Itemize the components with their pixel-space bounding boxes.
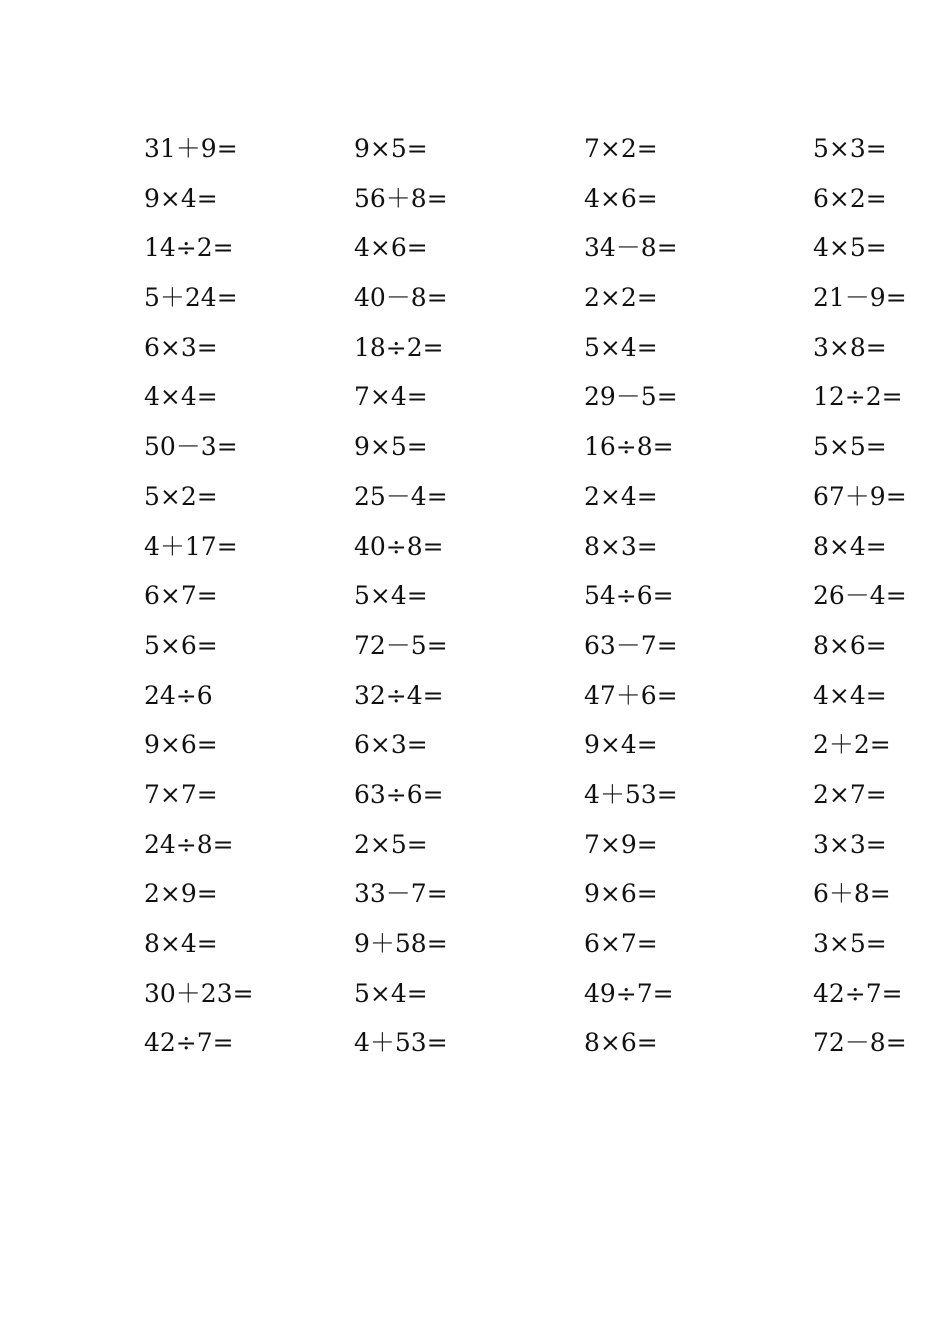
problem: 7×2= [584, 134, 658, 163]
problem: 40－8= [354, 283, 448, 313]
problem: 21－9= [813, 283, 907, 313]
problem: 29－5= [584, 382, 678, 412]
problem: 2＋2= [813, 730, 891, 760]
problem: 5×2= [144, 481, 218, 511]
problem: 25－4= [354, 481, 448, 511]
problem: 5×4= [354, 978, 428, 1008]
problem-row [144, 379, 924, 429]
problem: 9×5= [354, 134, 428, 163]
problem-row [144, 777, 924, 827]
problem: 4×6= [354, 233, 428, 263]
problem-row [144, 976, 924, 1026]
problem-row [144, 727, 924, 777]
problem: 4＋17= [144, 531, 238, 561]
problem: 5×3= [813, 134, 887, 163]
problem: 6×7= [144, 581, 218, 611]
problem: 7×9= [584, 829, 658, 859]
problem: 3×8= [813, 332, 887, 362]
problem-row [144, 926, 924, 976]
problem-row [144, 678, 924, 728]
problem: 2×7= [813, 779, 887, 809]
problem: 63÷6= [354, 779, 444, 809]
problem: 4×6= [584, 183, 658, 213]
problem: 5×4= [354, 581, 428, 611]
problem-row [144, 628, 924, 678]
problem: 67＋9= [813, 481, 907, 511]
problem-row [144, 529, 924, 579]
problem: 2×9= [144, 879, 218, 909]
problem: 5×4= [584, 332, 658, 362]
problem-row [144, 280, 924, 330]
problem: 7×4= [354, 382, 428, 412]
problem: 56＋8= [354, 183, 448, 213]
problem: 40÷8= [354, 531, 444, 561]
problem: 4＋53= [354, 1028, 448, 1058]
problem: 4×4= [144, 382, 218, 412]
problem: 9×6= [144, 730, 218, 760]
problem: 6×3= [354, 730, 428, 760]
problem: 49÷7= [584, 978, 674, 1008]
problem-row [144, 330, 924, 380]
problem: 33－7= [354, 879, 448, 909]
problem: 42÷7= [144, 1028, 234, 1058]
problem: 8×4= [144, 929, 218, 958]
problem-row [144, 429, 924, 479]
problem: 9×4= [144, 183, 218, 213]
problem: 2×2= [584, 283, 658, 313]
problem: 72－5= [354, 630, 448, 660]
problem: 12÷2= [813, 382, 903, 412]
problem: 16÷8= [584, 432, 674, 462]
problem: 34－8= [584, 233, 678, 263]
problem: 8×4= [813, 531, 887, 561]
problem-row [144, 1025, 924, 1075]
problem: 50－3= [144, 432, 238, 462]
problem-row [144, 131, 924, 181]
problem: 54÷6= [584, 581, 674, 611]
problem-row [144, 181, 924, 231]
problem: 3×3= [813, 829, 887, 859]
problem: 2×4= [584, 481, 658, 511]
problem: 6×2= [813, 183, 887, 213]
problem-row [144, 230, 924, 280]
problem-row [144, 578, 924, 628]
problem: 4×4= [813, 680, 887, 710]
problem: 32÷4= [354, 680, 444, 710]
problem-row [144, 876, 924, 926]
problem: 9＋58= [354, 929, 448, 958]
problem-row [144, 827, 924, 877]
problem: 5×5= [813, 432, 887, 462]
problem: 9×5= [354, 432, 428, 462]
problem: 8×6= [584, 1028, 658, 1058]
problem: 42÷7= [813, 978, 903, 1008]
arithmetic-problem-grid [144, 131, 924, 1075]
problem: 26－4= [813, 581, 907, 611]
problem: 5＋24= [144, 283, 238, 313]
problem: 24÷6 [144, 680, 213, 710]
problem: 9×4= [584, 730, 658, 760]
problem: 4×5= [813, 233, 887, 263]
problem: 8×6= [813, 630, 887, 660]
problem: 47＋6= [584, 680, 678, 710]
problem: 72－8= [813, 1028, 907, 1058]
problem: 63－7= [584, 630, 678, 660]
problem: 6×3= [144, 332, 218, 362]
problem: 7×7= [144, 779, 218, 809]
problem: 6＋8= [813, 879, 891, 909]
problem-row [144, 479, 924, 529]
problem: 9×6= [584, 879, 658, 909]
problem: 14÷2= [144, 233, 234, 263]
problem: 4＋53= [584, 779, 678, 809]
problem: 2×5= [354, 829, 428, 859]
problem: 5×6= [144, 630, 218, 660]
problem: 31＋9= [144, 134, 238, 163]
problem: 8×3= [584, 531, 658, 561]
problem: 6×7= [584, 929, 658, 958]
problem: 30＋23= [144, 978, 254, 1008]
problem: 3×5= [813, 929, 887, 958]
problem: 18÷2= [354, 332, 444, 362]
problem: 24÷8= [144, 829, 234, 859]
